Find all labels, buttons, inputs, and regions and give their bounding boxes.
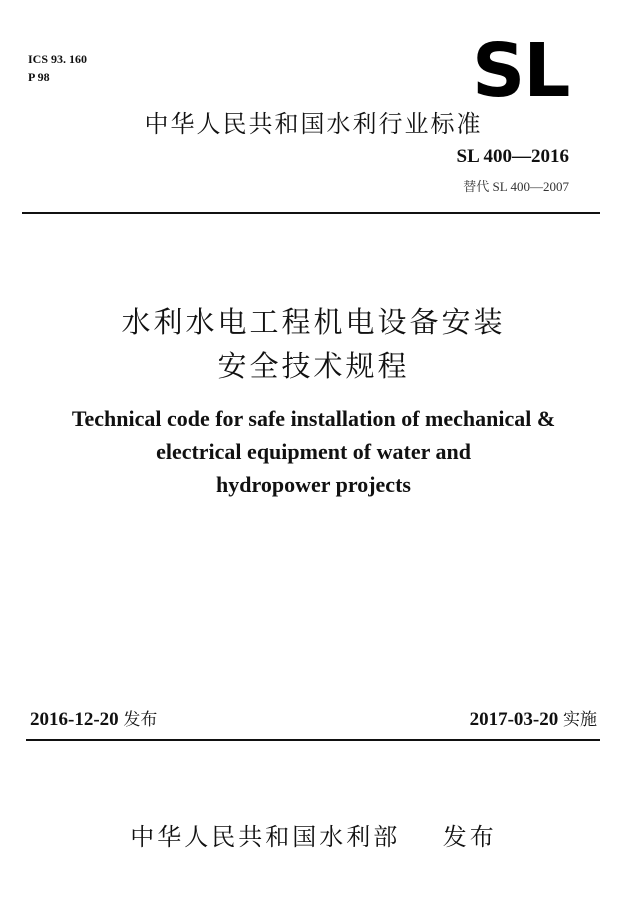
issue-date-block	[30, 705, 157, 731]
title-en-line: electrical equipment of water and	[156, 439, 471, 464]
publisher-name: 中华人民共和国水利部	[130, 823, 401, 851]
implementation-label: 实施	[563, 710, 597, 730]
title-english	[0, 402, 627, 501]
title-cn-line: 水利水电工程机电设备安装	[121, 305, 506, 339]
sl-logo: SL	[472, 28, 569, 114]
title-chinese	[0, 300, 627, 388]
title-cn-line: 安全技术规程	[217, 349, 410, 383]
issue-label: 发布	[123, 710, 158, 730]
standard-number: SL 400—2016	[456, 146, 569, 167]
implementation-date: 2017-03-20	[469, 709, 559, 730]
bottom-divider	[26, 739, 600, 741]
issue-date: 2016-12-20	[30, 709, 119, 730]
classification-codes	[28, 50, 87, 86]
top-divider	[22, 212, 600, 214]
publish-label: 发布	[442, 823, 497, 851]
classification-code: P 98	[28, 70, 50, 84]
title-en-line: Technical code for safe installation of mechanical &	[71, 406, 556, 431]
publisher-line	[0, 817, 627, 852]
implementation-date-block	[470, 705, 597, 731]
standard-type-heading: 中华人民共和国水利行业标准	[144, 110, 483, 138]
title-en-line: hydropower projects	[216, 472, 411, 497]
ics-code: ICS 93. 160	[28, 52, 88, 66]
replaces-note: 替代 SL 400—2007	[463, 179, 569, 194]
